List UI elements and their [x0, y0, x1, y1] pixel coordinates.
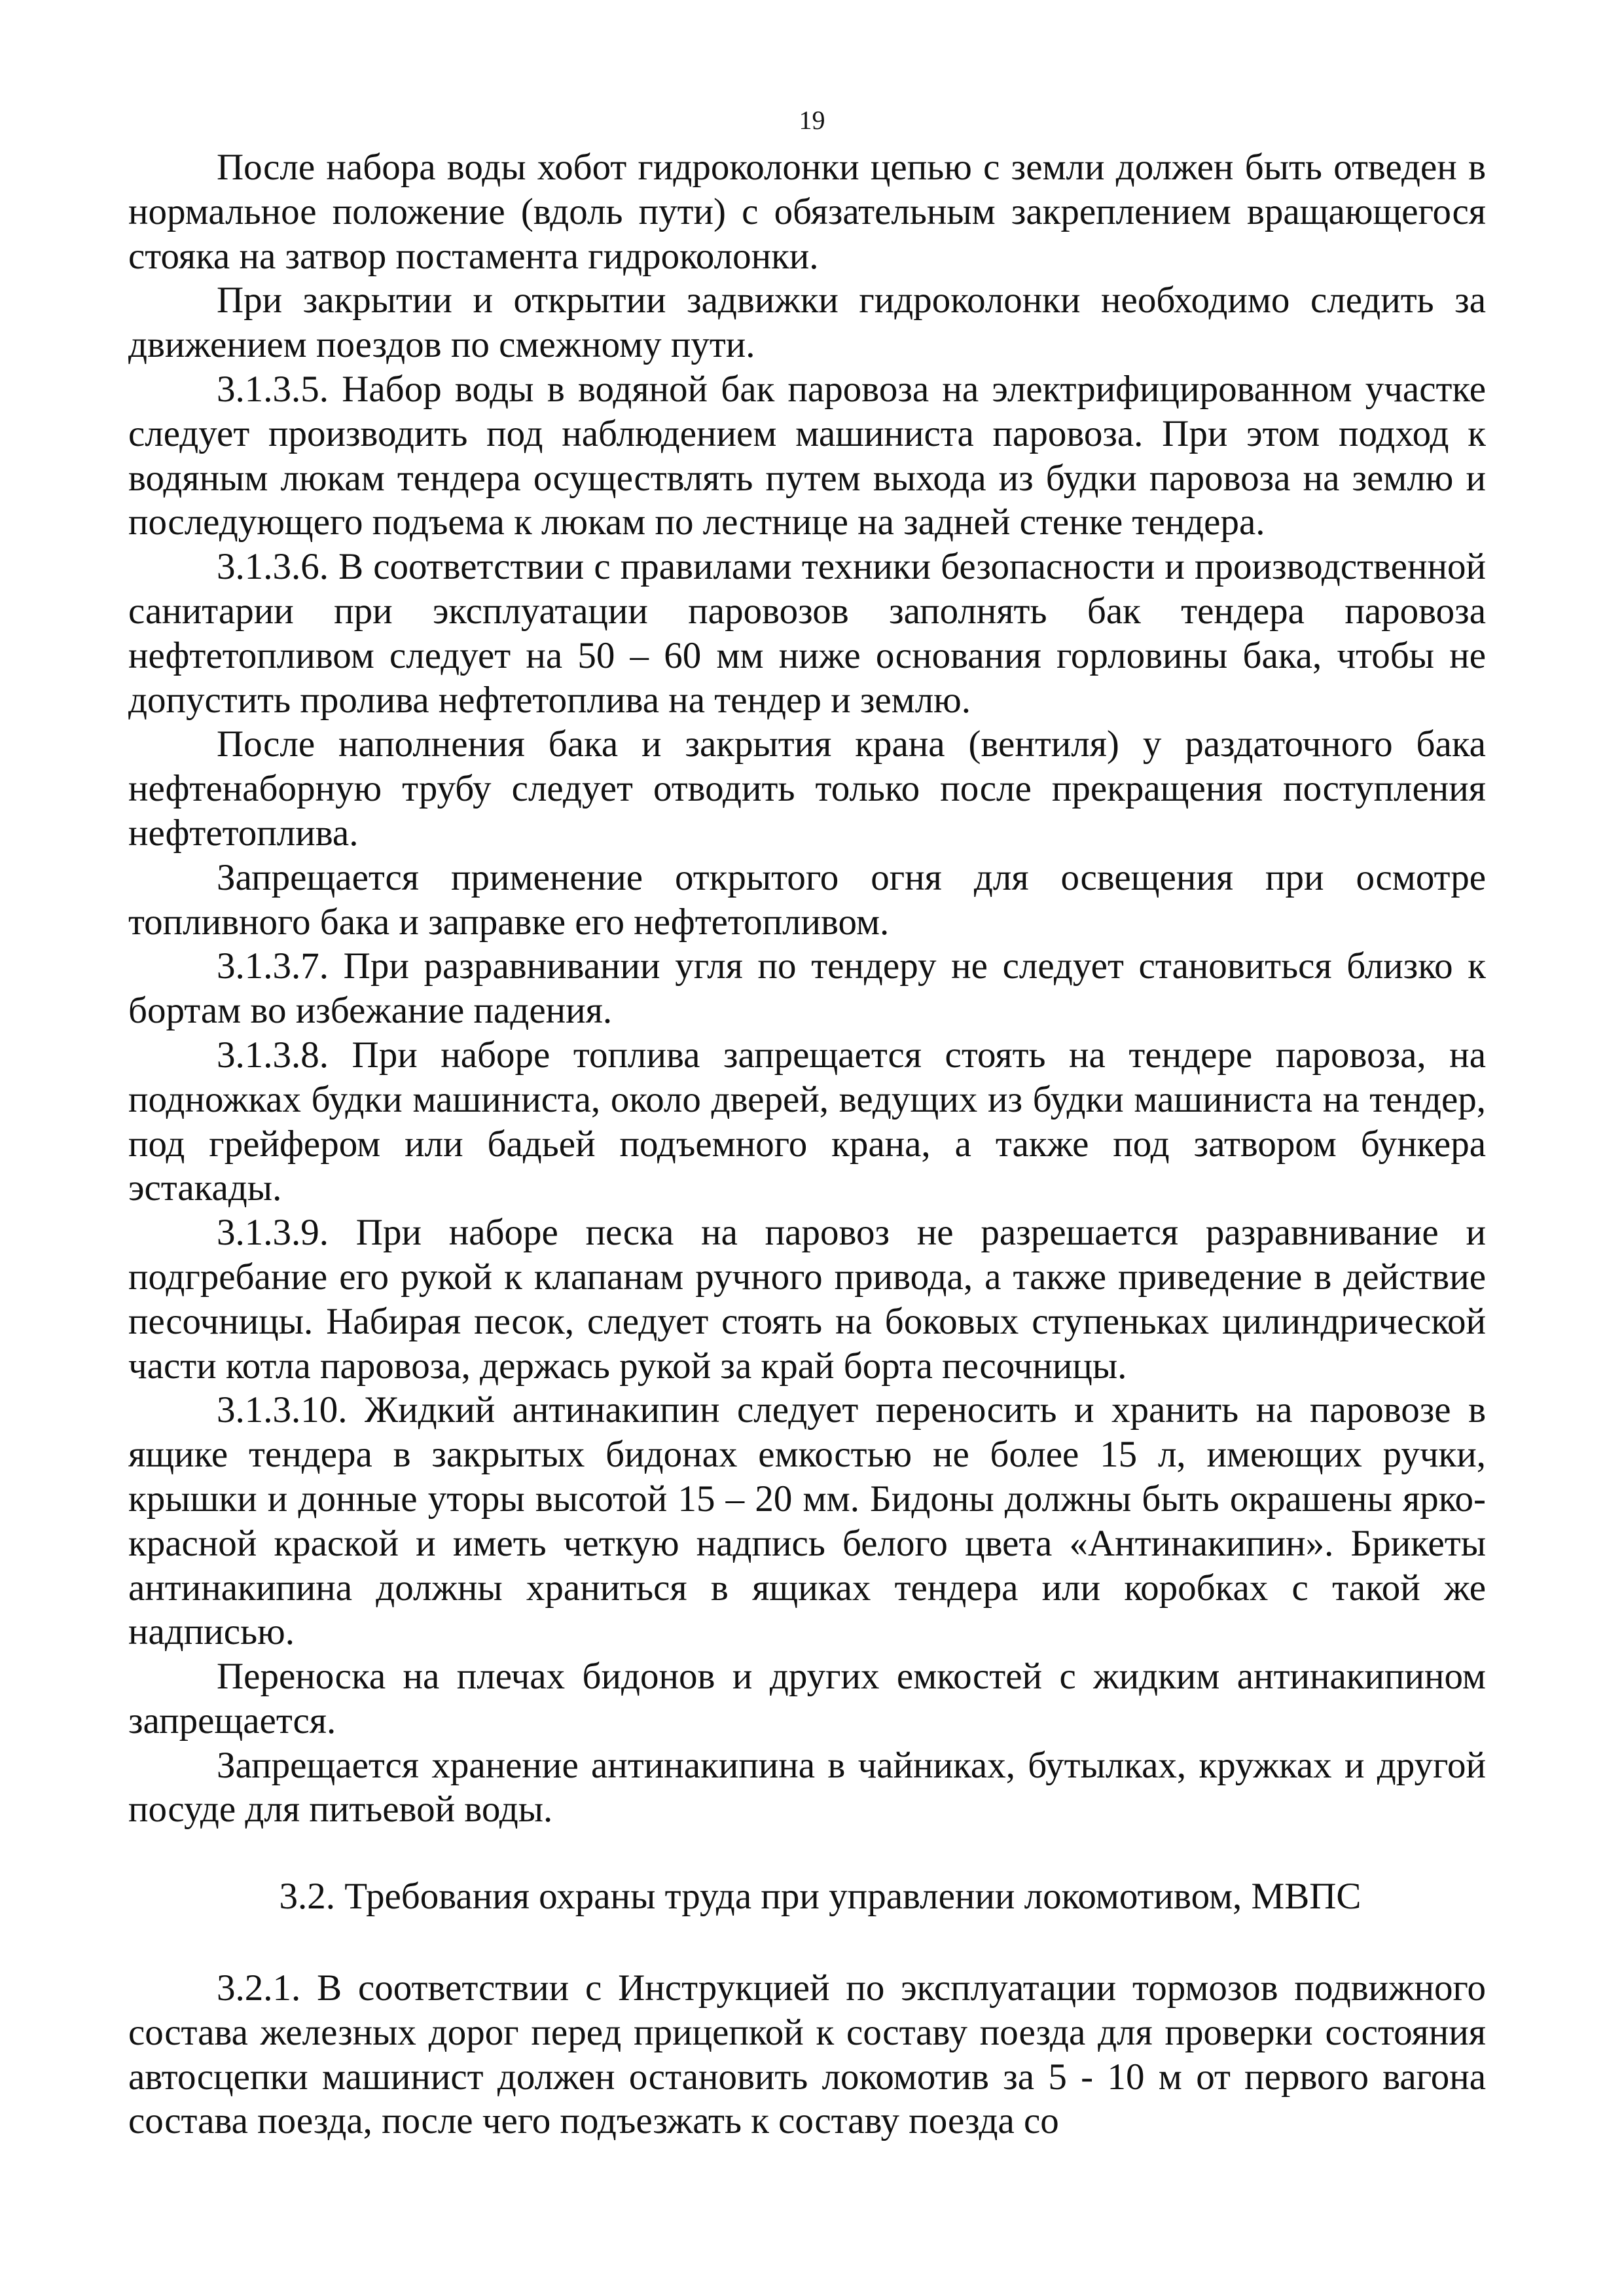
paragraph: При закрытии и открытии задвижки гидроколонки необходимо следить за движением поездов по смежному пути.	[128, 280, 1486, 366]
paragraph: 3.1.3.5. Набор воды в водяной бак паровоза на электрифицированном участке следует производить под наблюдением машиниста паровоза. При этом подход к водяным люкам тендера осуществлять путем выхода из будки паровоза на землю и последующего подъема к люкам по лестнице на задней стенке тендера.	[128, 368, 1486, 543]
paragraph: После набора воды хобот гидроколонки цепью с земли должен быть отведен в нормальное положение (вдоль пути) с обязательным закреплением вращающегося стояка на затвор постамента гидроколонки.	[128, 147, 1486, 277]
paragraph: 3.2.1. В соответствии с Инструкцией по эксплуатации тормозов подвижного состава железных дорог перед прицепкой к составу поезда для проверки состояния автосцепки машинист должен остановить локомотив за 5 - 10 м от первого вагона состава поезда, после чего подъезжать к составу поезда со	[128, 1967, 1486, 2142]
section-heading: 3.2. Требования охраны труда при управлении локомотивом, МВПС	[279, 1876, 1362, 1918]
paragraph: Переноска на плечах бидонов и других емкостей с жидким антинакипином запрещается.	[128, 1656, 1486, 1741]
paragraph: 3.1.3.9. При наборе песка на паровоз не разрешается разравнивание и подгребание его рукой к клапанам ручного привода, а также приведение в действие песочницы. Набирая песок, следует стоять на боковых ступеньках цилиндрической части котла паровоза, держась рукой за край борта песочницы.	[128, 1212, 1486, 1387]
paragraph: 3.1.3.8. При наборе топлива запрещается стоять на тендере паровоза, на подножках будки машиниста, около дверей, ведущих из будки машиниста на тендер, под грейфером или бадьей подъемного крана, а также под затвором бункера эстакады.	[128, 1034, 1486, 1209]
paragraph: После наполнения бака и закрытия крана (вентиля) у раздаточного бака нефтенаборную трубу следует отводить только после прекращения поступления нефтетоплива.	[128, 723, 1486, 854]
body-text	[128, 145, 1486, 2143]
paragraph: 3.1.3.6. В соответствии с правилами техники безопасности и производственной санитарии при эксплуатации паровозов заполнять бак тендера паровоза нефтетопливом следует на 50 – 60 мм ниже основания горловины бака, чтобы не допустить пролива нефтетоплива на тендер и землю.	[128, 546, 1486, 721]
page-number: 19	[799, 105, 825, 135]
paragraph: Запрещается применение открытого огня для освещения при осмотре топливного бака и заправке его нефтетопливом.	[128, 856, 1486, 943]
paragraph: Запрещается хранение антинакипина в чайниках, бутылках, кружках и другой посуде для питьевой воды.	[128, 1744, 1486, 1831]
paragraph: 3.1.3.10. Жидкий антинакипин следует переносить и хранить на паровозе в ящике тендера в закрытых бидонах емкостью не более 15 л, имеющих ручки, крышки и донные уторы высотой 15 – 20 мм. Бидоны должны быть окрашены ярко-красной краской и иметь четкую надпись белого цвета «Антинакипин». Брикеты антинакипина должны храниться в ящиках тендера или коробках с такой же надписью.	[128, 1389, 1486, 1653]
paragraph: 3.1.3.7. При разравнивании угля по тендеру не следует становиться близко к бортам во избежание падения.	[128, 945, 1486, 1032]
